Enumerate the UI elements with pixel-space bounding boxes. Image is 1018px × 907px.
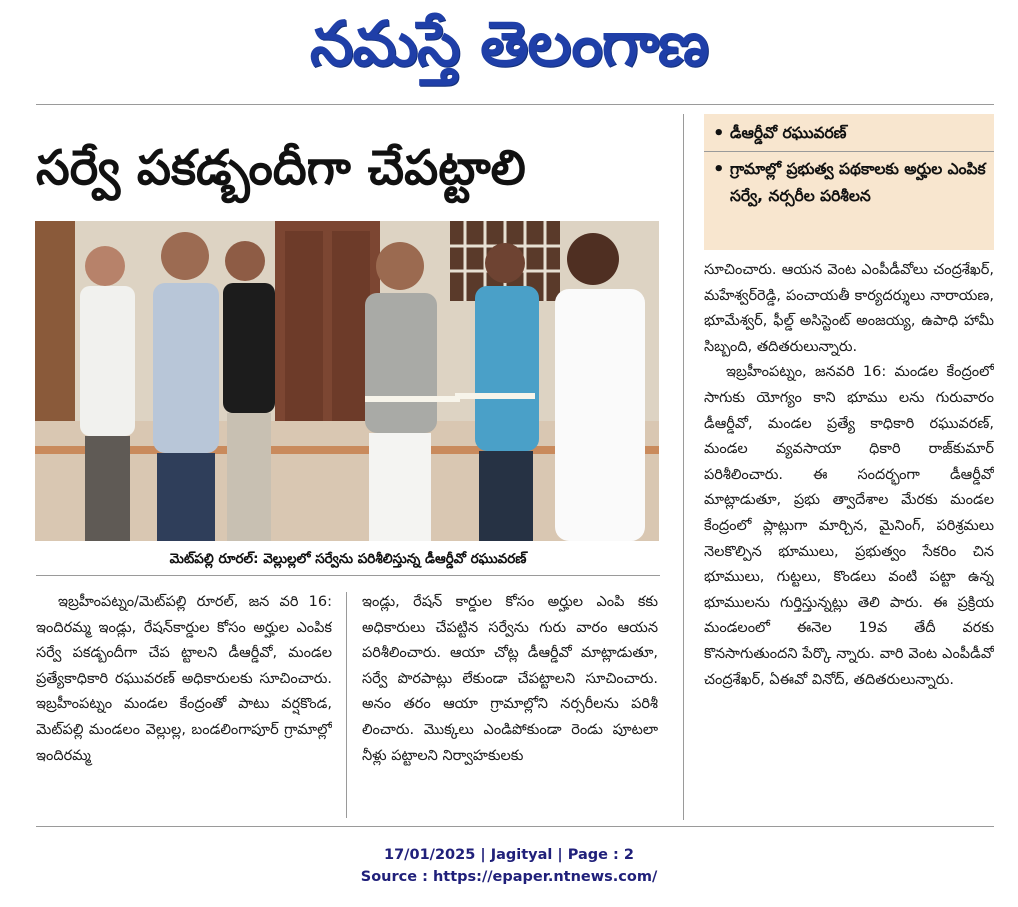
footer-source: Source : https://epaper.ntnews.com/ xyxy=(360,869,658,885)
article-paragraph: ఇండ్లు, రేషన్‌ కార్డుల కోసం అర్హుల ఎంపి కకు అధికారులు చేపట్టిన సర్వేను గురు వారం ఆయన పరిశీలించారు. ఆయా చోట్ల డీఆర్డీవో మాట్లాడుతూ, సర్వే పొరపాట్లు లేకుండా చేపట్టాలని సూచించారు. అనం తరం ఆయా గ్రామాల్లోని నర్సరీలను పరిశీ లించారు. మొక్కలు ఎండిపోకుండా రెండు పూటలా నీళ్లు పట్టాలని నిర్వాహకులకు xyxy=(362,594,658,764)
newspaper-logo: నమస్తే తెలంగాణ xyxy=(309,7,709,80)
caption-divider xyxy=(36,575,660,576)
footer-date-edition: 17/01/2025 | Jagityal | Page : 2 xyxy=(384,847,634,863)
photo-caption: మెట్‌పల్లి రూరల్‌: వెల్లుల్లలో సర్వేను పరిశీలిస్తున్న డీఆర్డీవో రఘువరణ్‌ xyxy=(169,551,527,567)
article-photo xyxy=(35,221,659,541)
highlight-item: • డీఆర్డీవో రఘువరణ్ xyxy=(730,120,988,147)
column-divider xyxy=(683,114,684,820)
article-paragraph: ఇబ్రహీంపట్నం, జనవరి 16: మండల కేంద్రంలో సాగుకు యోగ్యం కాని భూము లను గురువారం డీఆర్డీవో, మండల ప్రత్యే కాధికారి రఘువరణ్‌, మండల వ్యవసాయా ధికారి రాజ్‌కుమార్‌ పరిశీలించారు. ఈ సందర్భంగా డీఆర్డీవో మాట్లాడుతూ, ప్రభు త్వాదేశాల మేరకు మండల కేంద్రంలో ప్లాట్లుగా మార్చిన, మైనింగ్‌, పరిశ్రమలు నెలకొల్పిన భూములు, ప్రభుత్వం సేకరిం చిన భూములు, గుట్టలు, కొండలు వంటి పట్టా ఉన్న భూములను గుర్తిస్తున్నట్లు తెలి పారు. ఈ ప్రక్రియ మండలంలో ఈనెల 19వ తేదీ వరకు కొనసాగుతుందని పేర్కొ న్నారు. వారి వెంట ఎంపీడీవో చంద్రశేఖర్‌, ఏఈవో వినోద్‌, తదితరులున్నారు. xyxy=(704,364,994,688)
article-column-3 xyxy=(704,258,994,820)
article-headline: సర్వే పకడ్బందీగా చేపట్టాలి xyxy=(36,140,526,196)
footer-divider xyxy=(36,826,994,827)
article-column-1 xyxy=(36,590,332,820)
highlights-box xyxy=(704,114,994,250)
column-divider xyxy=(346,592,347,818)
masthead-divider xyxy=(36,104,994,105)
highlight-divider xyxy=(704,151,994,152)
masthead xyxy=(0,4,1018,84)
highlight-item: • గ్రామాల్లో ప్రభుత్వ పథకాలకు అర్హుల ఎంపిక సర్వే, నర్సరీల పరిశీలన xyxy=(730,156,988,210)
article-paragraph: ఇబ్రహీంపట్నం/మెట్‌పల్లి రూరల్‌, జన వరి 16: ఇందిరమ్మ ఇండ్లు, రేషన్‌కార్డుల కోసం అర్హుల ఎంపిక సర్వే పకడ్బందీగా చేప ట్టాలని డీఆర్డీవో, మండల ప్రత్యేకాధికారి రఘువరణ్‌ అధికారులకు సూచించారు. ఇబ్రహీంపట్నం మండల కేంద్రంతో పాటు వర్షకొండ, మెట్‌పల్లి మండలం వెల్లుల్ల, బండలింగాపూర్‌ గ్రామాల్లో ఇందిరమ్మ xyxy=(36,594,332,764)
article-paragraph: సూచించారు. ఆయన వెంట ఎంపీడీవోలు చంద్రశేఖర్‌, మహేశ్వర్‌రెడ్డి, పంచాయతీ కార్యదర్శులు నారాయణ, భూమేశ్వర్‌, ఫీల్డ్‌ అసిస్టెంట్‌ అంజయ్య, ఉపాధి హామీ సిబ్బంది, తదితరులున్నారు. xyxy=(704,262,994,355)
article-column-2 xyxy=(362,590,658,820)
